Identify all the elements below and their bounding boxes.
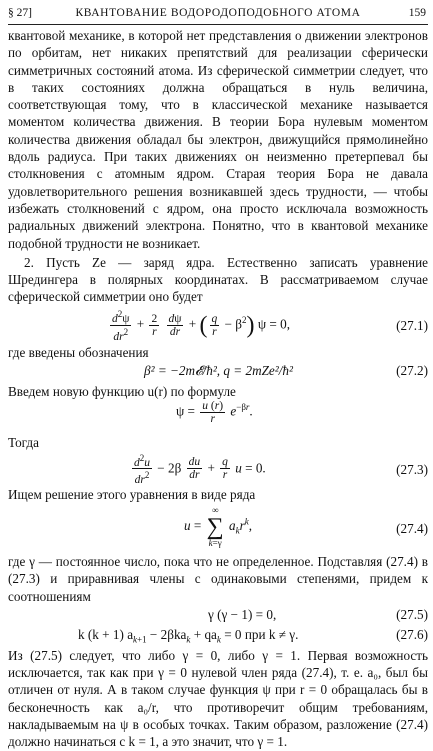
- page-number: 159: [408, 7, 426, 19]
- equation-27-4: u = ∞ ∑ k=γ $a_kr^k$, (27.4): [184, 504, 428, 548]
- equation-number: (27.2): [396, 363, 428, 379]
- running-header: [8, 4, 428, 24]
- equation-number: (27.1): [396, 317, 428, 333]
- paragraph-4: Из (27.5) следует, что либо γ = 0, либо γ = 1. Первая возможность исключается, так как при γ = 0 нулевой член ряда (27.4), т. е. a₀, был бы отличен от нуля. А в таком случае функция ψ при r = 0 обращалась бы в бесконечность как a₀/r, что противоречит общим требованиям, накладываемым на ψ в особых точках. Таким образом, разложение (27.4) должно начинаться с k = 1, а это значит, что γ = 1.: [8, 647, 428, 750]
- paragraph-2: 2. Пусть Ze — заряд ядра. Естественно записать уравнение Шредингера в полярных координатах. В рассматриваемом случае сферической симметрии оно будет: [8, 254, 428, 305]
- equation-text: γ (γ − 1) = 0,: [208, 606, 277, 622]
- equation-number: (27.3): [396, 461, 428, 477]
- equation-psi-definition: ψ = $\frac{u (r)}{r}$ $e^{-\beta r}$.: [176, 400, 253, 426]
- equation-27-5: [8, 607, 428, 627]
- text-where: где введены обозначения: [8, 344, 149, 360]
- paragraph-1: квантовой механике, в которой нет представления о движении электронов по орбитам, нет никаких препятствий для реализации сферически симметричных состояний атома. Из сферической симметрии следует, что в таких состояниях должна обращаться в нуль величина, соответствующая тому, что в классической механике называется моментом количества движения. В теории Бора нулевым моментом количества движения обладал бы электрон, движущийся прямолинейно вдоль радиуса. При таких движениях он неизменно претерпевал бы столкновения с атомным ядром. Старая теория Бора не давала удовлетворительного решения возникавшей здесь трудности, — чтобы избежать столкновений с ядром, она просто исключала возможность радиальных движений электрона. Понятно, что в квантовой механике подобной трудности не возникает.: [8, 28, 428, 251]
- book-page: [8, 4, 428, 751]
- header-rule: [8, 24, 428, 25]
- text-new-function: Введем новую функцию u(r) по формуле: [8, 384, 236, 400]
- equation-number: (27.6): [396, 626, 428, 642]
- equation-27-3: $\frac{d^2u}{dr^2}$ − 2β $\frac{du}{dr}$ + $\frac{q}{r}$ u = 0. (27.3): [134, 452, 428, 487]
- text-then: Тогда: [8, 435, 39, 451]
- equation-number: (27.5): [396, 606, 428, 622]
- equation-27-2: [8, 361, 428, 383]
- equation-number: (27.4): [396, 520, 428, 536]
- equation-27-6: k (k + 1) $a_{k+1} - 2\beta ka_k + qa_k = 0$ при k ≠ γ. (27.6): [78, 626, 428, 645]
- equation-text-2: − 2βka: [146, 626, 187, 642]
- equation-text: β² = −2m𝓔/ħ², q = 2mZe²/ħ²: [144, 363, 293, 379]
- equation-text-4: = 0 при k ≠ γ.: [220, 626, 299, 642]
- equation-27-1: $\frac{d^2\psi}{dr^2}$ + $\frac{2}{r}$ $\frac{d\psi}{dr}$ + ( $\frac{q}{r}$ − $\beta^2$) ψ = 0, (27.1): [112, 308, 428, 343]
- running-title: КВАНТОВАНИЕ ВОДОРОДОПОДОБНОГО АТОМА: [75, 7, 361, 19]
- equation-text: k (k + 1) a: [78, 626, 134, 642]
- text-series: Ищем решение этого уравнения в виде ряда: [8, 486, 256, 502]
- equation-text-3: + qa: [190, 626, 217, 642]
- section-number: § 27]: [8, 7, 32, 19]
- paragraph-3: где γ — постоянное число, пока что не определенное. Подставляя (27.4) в (27.3) и приравнивая члены с одинаковыми степенями, придем к соотношениям: [8, 553, 428, 604]
